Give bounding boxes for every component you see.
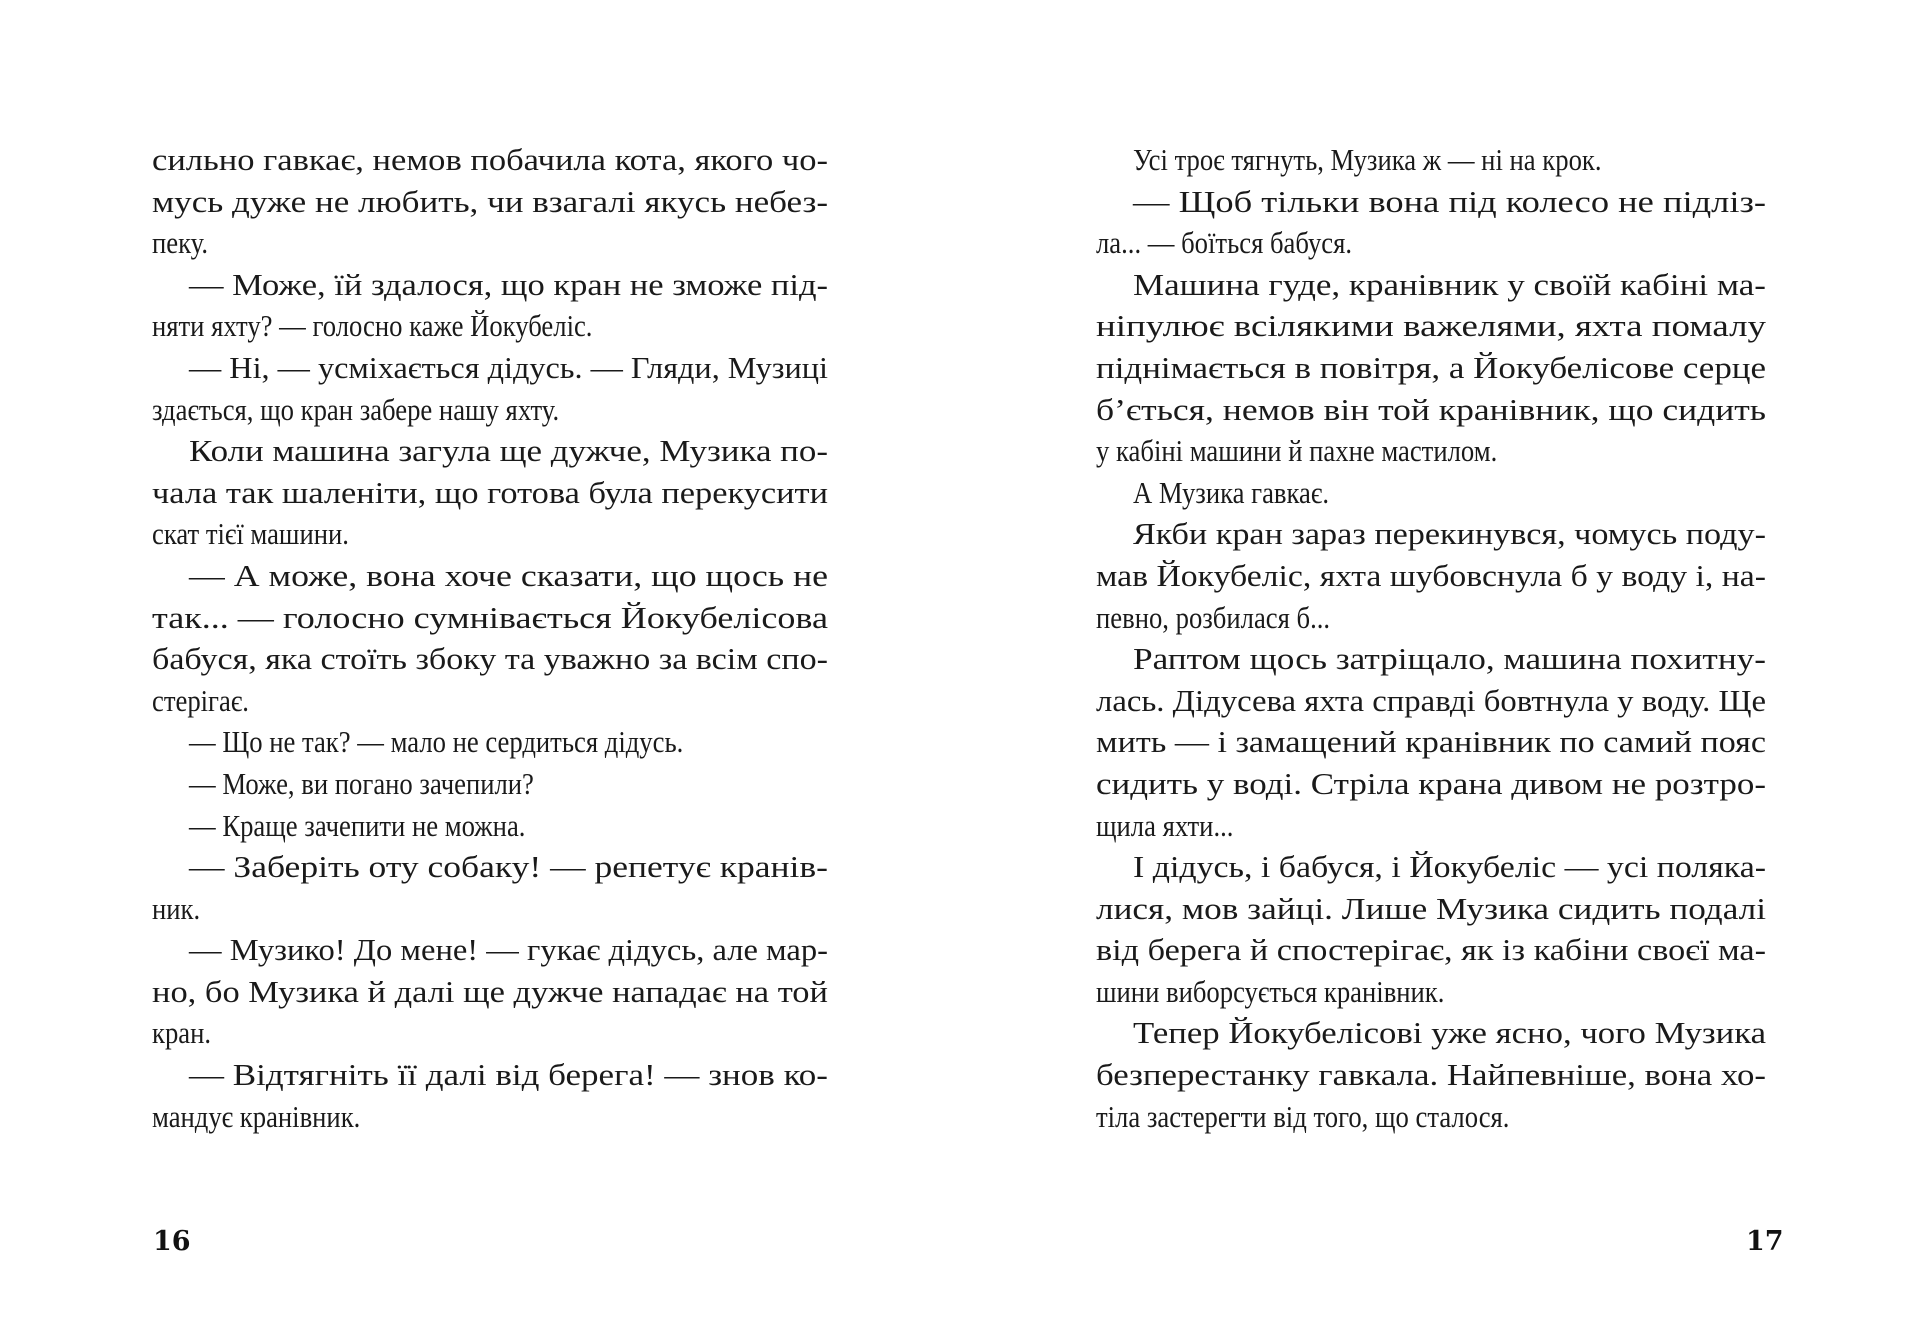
text-line-content: Раптом щось затріщало, машина похитну- xyxy=(1133,641,1767,677)
text-line-content: щила яхти... xyxy=(1096,807,1234,843)
text-line-content: так... — голосно сумнівається Йокубелісова xyxy=(152,599,828,635)
text-line xyxy=(152,1054,828,1096)
text-line-content: лися, мов зайці. Лише Музика сидить подалі xyxy=(1096,890,1767,926)
text-line-content: мить — і замащений кранівник по самий пояс xyxy=(1096,724,1766,760)
text-line xyxy=(152,513,828,555)
text-line-content: Усі троє тягнуть, Музика ж — ні на крок. xyxy=(1133,142,1602,177)
text-line xyxy=(1096,721,1766,763)
text-line-content: — Краще зачепити не можна. xyxy=(189,807,526,843)
text-line xyxy=(1096,181,1766,223)
text-line-content: скат тієї машини. xyxy=(152,516,349,552)
text-line-content: безперестанку гавкала. Найпевніше, вона хо- xyxy=(1096,1057,1767,1093)
text-line xyxy=(152,264,828,306)
text-line xyxy=(1096,638,1766,680)
text-line-content: мав Йокубеліс, яхта шубовснула б у воду і, на- xyxy=(1096,557,1767,593)
left-page-text xyxy=(152,139,828,1137)
text-line xyxy=(1096,513,1766,555)
text-line-content: мандує кранівник. xyxy=(152,1098,361,1134)
text-line-content: — Що не так? — мало не сердиться дідусь. xyxy=(189,724,684,760)
text-line xyxy=(1096,139,1766,181)
text-line-content: здається, що кран забере нашу яхту. xyxy=(152,391,560,427)
text-line-content: няти яхту? — голосно каже Йокубеліс. xyxy=(152,308,593,344)
text-line xyxy=(152,597,828,639)
text-line xyxy=(152,638,828,680)
text-line-content: — Може, їй здалося, що кран не зможе під- xyxy=(189,266,829,302)
text-line xyxy=(1096,846,1766,888)
text-line xyxy=(152,181,828,223)
text-line-content: у кабіні машини й пахне мастилом. xyxy=(1096,433,1498,469)
text-line-content: но, бо Музика й далі ще дужче нападає на той xyxy=(152,973,828,1009)
text-line-content: піднімається в повітря, а Йокубелісове серце xyxy=(1096,349,1767,385)
text-line-content: сильно гавкає, немов побачила кота, якого чо- xyxy=(152,142,828,177)
text-line-content: чала так шаленіти, що готова була перекусити xyxy=(152,474,828,510)
text-line-content: кран. xyxy=(152,1015,212,1051)
text-line-content: — Музико! До мене! — гукає дідусь, але мар- xyxy=(189,932,828,968)
text-line xyxy=(152,888,828,930)
text-line xyxy=(152,846,828,888)
text-line xyxy=(152,971,828,1013)
text-line-content: стерігає. xyxy=(152,682,249,718)
text-line xyxy=(152,305,828,347)
text-line xyxy=(152,347,828,389)
text-line xyxy=(1096,555,1766,597)
text-line-content: бабуся, яка стоїть збоку та уважно за всім спо- xyxy=(152,641,828,677)
text-line xyxy=(1096,763,1766,805)
text-line xyxy=(152,805,828,847)
text-line xyxy=(1096,1012,1766,1054)
text-line xyxy=(152,430,828,472)
text-line xyxy=(1096,888,1766,930)
text-line xyxy=(152,472,828,514)
text-line xyxy=(1096,680,1766,722)
text-line-content: — А може, вона хоче сказати, що щось не xyxy=(189,557,828,593)
text-line xyxy=(1096,1054,1766,1096)
text-line-content: — Ні, — усміхається дідусь. — Гляди, Музиці xyxy=(189,349,828,385)
text-line-content: ла... — боїться бабуся. xyxy=(1096,225,1353,261)
text-line xyxy=(152,222,828,264)
text-line xyxy=(1096,305,1766,347)
text-line-content: тіла застерегти від того, що сталося. xyxy=(1096,1098,1510,1134)
text-line xyxy=(152,929,828,971)
text-line-content: б’ється, немов він той кранівник, що сидить xyxy=(1096,391,1767,427)
text-line-content: шини виборсується кранівник. xyxy=(1096,973,1445,1009)
text-line-content: сидить у воді. Стріла крана дивом не розтро- xyxy=(1096,765,1766,801)
text-line-content: від берега й спостерігає, як із кабіни своєї ма- xyxy=(1096,932,1766,968)
text-line-content: Тепер Йокубелісові уже ясно, чого Музика xyxy=(1133,1015,1766,1051)
text-line xyxy=(1096,389,1766,431)
text-line-content: І дідусь, і бабуся, і Йокубеліс — усі поляка- xyxy=(1133,849,1767,885)
text-line xyxy=(1096,430,1766,472)
text-line-content: Якби кран зараз перекинувся, чомусь поду- xyxy=(1133,516,1766,552)
text-line-content: — Може, ви погано зачепили? xyxy=(189,765,534,801)
text-line-content: А Музика гавкає. xyxy=(1133,474,1329,510)
text-line-content: — Відтягніть її далі від берега! — знов ко- xyxy=(189,1057,828,1093)
page-number-right: 17 xyxy=(1746,1226,1784,1257)
text-line-content: лась. Дідусева яхта справді бовтнула у воду. Ще xyxy=(1096,682,1766,718)
right-page xyxy=(960,0,1920,1343)
text-line xyxy=(1096,971,1766,1013)
text-line-content: — Заберіть оту собаку! — репетує кранів- xyxy=(189,849,828,885)
text-line-content: певно, розбилася б... xyxy=(1096,599,1331,635)
text-line-content: ніпулює всілякими важелями, яхта помалу xyxy=(1096,308,1766,344)
text-line xyxy=(1096,929,1766,971)
text-line-content: Машина гуде, кранівник у своїй кабіні ма- xyxy=(1133,266,1766,302)
right-page-text xyxy=(1096,139,1766,1137)
text-line xyxy=(1096,805,1766,847)
text-line xyxy=(152,139,828,181)
text-line xyxy=(152,555,828,597)
text-line xyxy=(1096,222,1766,264)
text-line xyxy=(152,1096,828,1138)
text-line-content: Коли машина загула ще дужче, Музика по- xyxy=(189,433,828,469)
text-line-content: пеку. xyxy=(152,225,209,261)
text-line xyxy=(1096,1096,1766,1138)
text-line xyxy=(152,389,828,431)
text-line xyxy=(152,680,828,722)
text-line-content: ник. xyxy=(152,890,201,926)
text-line-content: мусь дуже не любить, чи взагалі якусь небез- xyxy=(152,183,829,219)
page-number-left: 16 xyxy=(153,1226,191,1257)
text-line xyxy=(152,721,828,763)
text-line xyxy=(1096,597,1766,639)
text-line xyxy=(152,763,828,805)
text-line xyxy=(1096,347,1766,389)
text-line xyxy=(1096,264,1766,306)
text-line-content: — Щоб тільки вона під колесо не підліз- xyxy=(1133,183,1767,219)
text-line xyxy=(152,1012,828,1054)
text-line xyxy=(1096,472,1766,514)
